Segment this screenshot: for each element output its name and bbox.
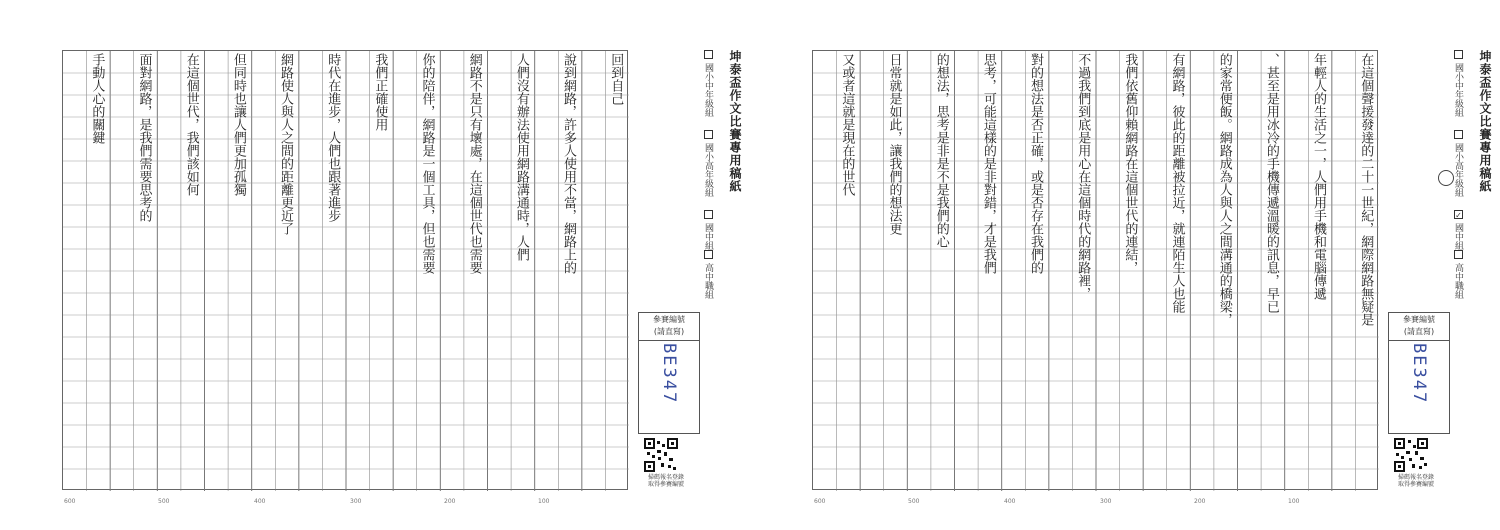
essay-column: 在這個聲援發達的二十一世紀，網際網路無疑是 — [1358, 53, 1374, 326]
essay-column: 有網路，彼此的距離被拉近，就連陌生人也能 — [1169, 53, 1185, 313]
essay-column: 的想法，思考是非是不是我們的心 — [933, 53, 949, 248]
essay-column: 又或者這就是現在的世代 — [839, 53, 855, 196]
essay-column: 不過我們到底是用心在這個時代的網路裡， — [1075, 53, 1091, 300]
checkbox-icon[interactable] — [704, 130, 713, 139]
right-writing-grid — [812, 50, 1378, 490]
entry-id-label: 參賽編號 (請直寫) — [639, 313, 699, 341]
checkbox-icon[interactable] — [1454, 50, 1463, 59]
entry-id-label: 參賽編號 (請直寫) — [1389, 313, 1449, 341]
essay-column: 思考，可能這樣的是非對錯，才是我們 — [980, 53, 996, 274]
left-essay-text — [63, 51, 627, 489]
qr-code-icon — [1394, 438, 1428, 472]
handwritten-mark — [1438, 170, 1454, 186]
form-title: 坤泰盃作文比賽專用稿紙 — [728, 50, 742, 193]
qr-caption: 掃碼報名登錄 取得參賽編號 — [647, 474, 684, 488]
category-option[interactable]: 高中職組 — [702, 250, 715, 299]
category-option[interactable]: 國小高年級組 — [702, 130, 715, 197]
left-side-panel — [632, 50, 750, 490]
category-option[interactable]: 國小中年級組 — [1452, 50, 1465, 117]
category-option[interactable]: 國小高年級組 — [1452, 130, 1465, 197]
essay-column: 手動人心的關鍵 — [89, 53, 105, 144]
essay-column: 日常就是如此，讓我們的想法更 — [886, 53, 902, 235]
essay-column: 你的陪伴，網路是一個工具，但也需要 — [419, 53, 435, 274]
category-options — [1386, 50, 1466, 300]
checkbox-icon[interactable] — [704, 250, 713, 259]
category-option[interactable]: 高中職組 — [1452, 250, 1465, 299]
category-option[interactable]: 國中組 — [702, 210, 715, 250]
right-side-panel — [1382, 50, 1500, 490]
essay-column: 我們依舊仰賴網路在這個世代的連結， — [1122, 53, 1138, 274]
right-ruler: 600 500 400 300 200 100 — [814, 498, 1300, 505]
qr-caption: 掃碼報名登錄 取得參賽編號 — [1397, 474, 1434, 488]
entry-id-box[interactable] — [638, 312, 700, 434]
entry-id-value: BE347 — [1409, 343, 1429, 405]
essay-column: 對的想法是否正確，或是否存在我們的 — [1028, 53, 1044, 274]
essay-column: 網路使人與人之間的距離更近了 — [278, 53, 294, 235]
form-title: 坤泰盃作文比賽專用稿紙 — [1478, 50, 1492, 193]
essay-column: 在這個世代，我們該如何 — [183, 53, 199, 196]
checkbox-icon[interactable] — [704, 50, 713, 59]
checked-checkbox-icon[interactable]: ✓ — [1454, 211, 1463, 220]
checkbox-icon[interactable] — [1454, 250, 1463, 259]
right-essay-text — [813, 51, 1377, 489]
essay-column: 回到自己 — [608, 53, 624, 105]
essay-column: 年輕人的生活之一，人們用手機和電腦傳遞 — [1311, 53, 1327, 300]
qr-code-icon — [644, 438, 678, 472]
essay-column: 時代在進步，人們也跟著進步 — [325, 53, 341, 222]
essay-column: 說到網路，許多人使用不當，網路上的 — [561, 53, 577, 274]
essay-column: 我們正確使用 — [372, 53, 388, 131]
category-option[interactable]: ✓國中組 — [1453, 211, 1463, 250]
entry-id-value: BE347 — [659, 343, 679, 405]
entry-id-box[interactable] — [1388, 312, 1450, 434]
right-sheet — [750, 0, 1500, 530]
checkbox-icon[interactable] — [704, 210, 713, 219]
essay-column: 面對網路，是我們需要思考的 — [136, 53, 152, 222]
essay-column: 、甚至是用冰冷的手機傳遞溫暖的訊息，早已 — [1263, 53, 1279, 313]
left-ruler: 600 500 400 300 200 100 — [64, 498, 550, 505]
left-writing-grid — [62, 50, 628, 490]
checkbox-icon[interactable] — [1454, 130, 1463, 139]
category-options — [636, 50, 716, 300]
essay-column: 網路不是只有壞處，在這個世代也需要 — [466, 53, 482, 274]
category-option[interactable]: 國小中年級組 — [702, 50, 715, 117]
essay-column: 但同時也讓人們更加孤獨 — [230, 53, 246, 196]
essay-column: 人們沒有辦法使用網路溝通時，人們 — [513, 53, 529, 261]
essay-column: 的家常便飯。網路成為人與人之間溝通的橋梁， — [1216, 53, 1232, 326]
